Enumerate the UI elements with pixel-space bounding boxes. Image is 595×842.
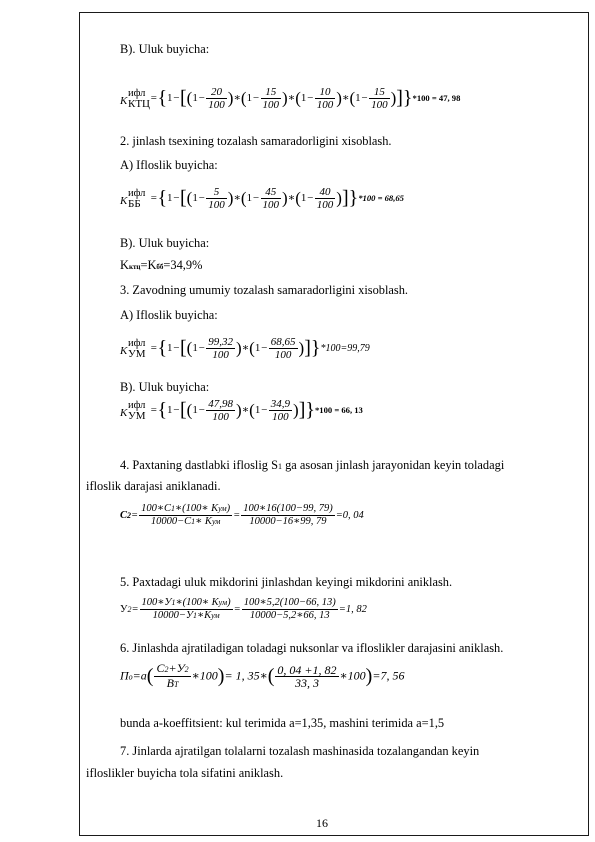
k-symbol: K ифл УМ (120, 337, 146, 360)
k-symbol: K ифл КТЦ (120, 87, 150, 110)
equation-po: Пo=a( $\frac{C2+У2}{BT}$ ∗100)= 1, 35∗( $\frac{0, 04 +1, 82}{33, 3}$ ∗100)=7, 56 (120, 661, 405, 690)
equation-um-uluk: K ифл УМ ={1−[(1− $\frac{47,98}{100}$ )∗(1− $\frac{34,9}{100}$ )]}*100 = 66, 13 (120, 398, 363, 423)
equation-c2: C2= $\frac{\text{100∗C1∗(100∗ Kум)}}{\text{10000−C1∗ Kум}}$ = $\frac{100∗16(100-99, 79)}{10000-16∗99, 79}$ =0, 04 (120, 503, 364, 527)
line-k-equal: Kктц=Kбб=34,9% (120, 258, 203, 272)
line-section-6: 6. Jinlashda ajratiladigan toladagi nuksonlar va ifloslikler darajasini aniklash. (120, 641, 504, 655)
k-symbol: K ифл УМ (120, 399, 146, 422)
line-uluk-1: B). Uluk buyicha: (120, 42, 210, 56)
equation-bb-ifloslik: K ифл ББ ={1−[(1− $\frac{5}{100}$ )∗(1− $\frac{45}{100}$ )∗(1− $\frac{40}{100}$ )]}*100 = 68,65 (120, 186, 404, 211)
line-ifloslik-3: A) Ifloslik buyicha: (120, 308, 218, 322)
k-symbol: K ифл ББ (120, 187, 146, 210)
line-section-4b: ifloslik darajasi aniklanadi. (86, 479, 221, 493)
page-number: 16 (316, 816, 328, 830)
line-coefficient: bunda a-koeffitsient: kul terimida a=1,35, mashini terimida a=1,5 (120, 716, 445, 730)
line-section-5: 5. Paxtadagi uluk mikdorini jinlashdan keyingi mikdorini aniklash. (120, 575, 453, 589)
line-section-7b: ifloslikler buyicha tola sifatini aniklash. (86, 766, 284, 780)
equation-um-ifloslik: K ифл УМ ={1−[(1− $\frac{99,32}{100}$ )∗(1− $\frac{68,65}{100}$ )]}*100=99,79 (120, 336, 370, 361)
line-section-4a: 4. Paxtaning dastlabki ifloslig S1 ga asosan jinlash jarayonidan keyin toladagi (120, 458, 505, 472)
line-uluk-3: B). Uluk buyicha: (120, 380, 210, 394)
line-section-2: 2. jinlash tsexining tozalash samaradorligini xisoblash. (120, 134, 392, 148)
line-uluk-2: B). Uluk buyicha: (120, 236, 210, 250)
equation-u2: У2= $\frac{\text{100∗У1∗(100∗ Kум)}}{\text{10000−У1∗Kум}}$ = $\frac{100∗5,2(100-66, 13)}{10000-5,2∗66, 13}$ =1, 82 (120, 597, 367, 621)
equation-ktc-uluk: K ифл КТЦ ={1−[(1− $\frac{20}{100}$ )∗(1− $\frac{15}{100}$ )∗(1− $\frac{10}{100}$ )∗(1− $\frac{15}{100}$ )]}*100 = 47, 98 (120, 86, 461, 111)
line-ifloslik-2: A) Ifloslik buyicha: (120, 158, 218, 172)
line-section-7a: 7. Jinlarda ajratilgan tolalarni tozalash mashinasida tozalangandan keyin (120, 744, 480, 758)
line-section-3: 3. Zavodning umumiy tozalash samaradorligini xisoblash. (120, 283, 409, 297)
